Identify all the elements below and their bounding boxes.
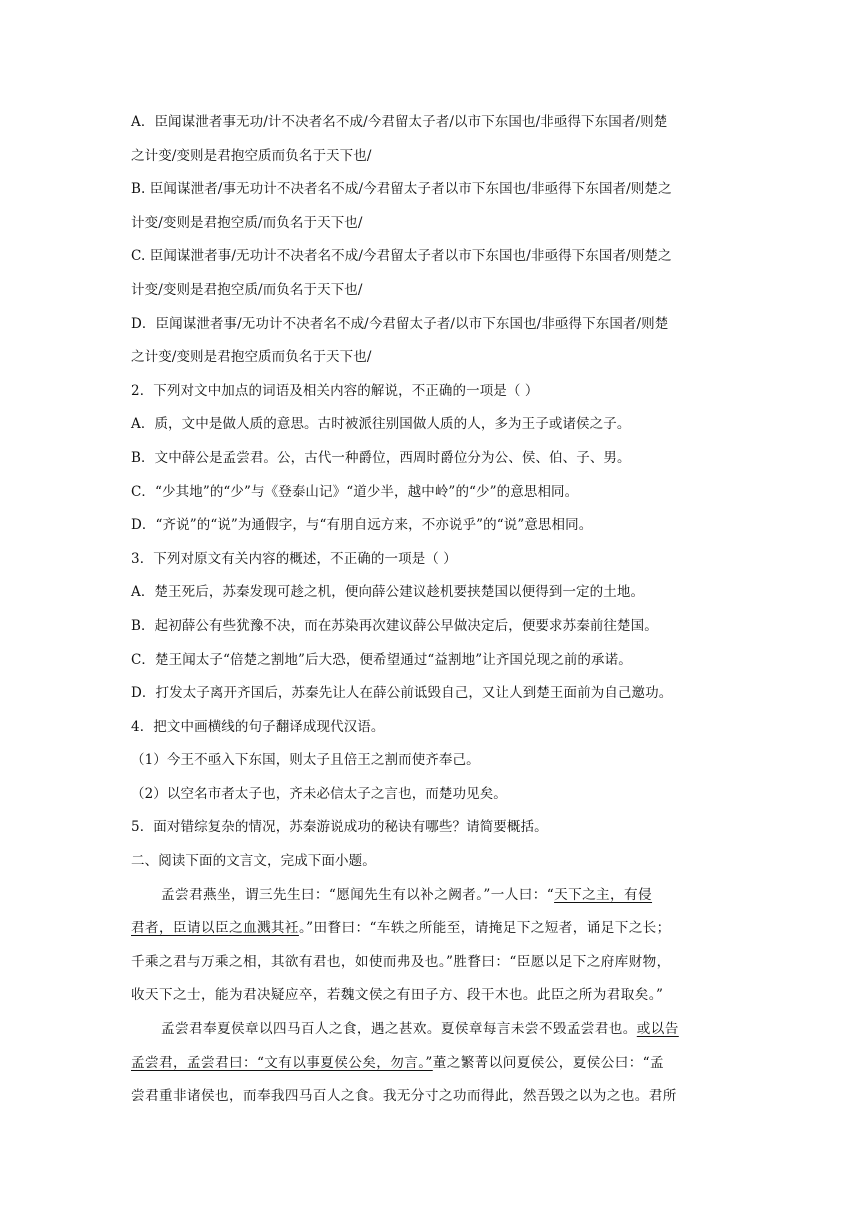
q1-option-b-line2: 计变/变则是君抱空质/而负名于天下也/ bbox=[131, 214, 363, 231]
q1-option-d-line1: D．臣闻谋泄者事/无功计不决者名不成/今君留太子者/以市下东国也/非亟得下东国者/则楚 bbox=[131, 315, 669, 332]
q3-option-a: A．楚王死后，苏秦发现可趁之机，便向薛公建议趁机要挟楚国以便得到一定的土地。 bbox=[131, 584, 645, 601]
passage bbox=[131, 879, 731, 1114]
passage-p2-line2 bbox=[131, 1047, 731, 1081]
passage-p1-line2 bbox=[131, 912, 731, 946]
q2-stem: 2．下列对文中加点的词语及相关内容的解说，不正确的一项是（ ） bbox=[131, 382, 539, 399]
underlined-sentence: 天下之主，有侵 bbox=[554, 886, 653, 903]
section-2-heading: 二、阅读下面的文言文，完成下面小题。 bbox=[131, 853, 376, 870]
q2-option-c: C．“少其地”的“少”与《登泰山记》“道少半，越中岭”的“少”的意思相同。 bbox=[131, 483, 579, 500]
q1-option-a-line1: A．臣闻谋泄者事无功/计不决者名不成/今君留太子者/以市下东国也/非亟得下东国者/则楚 bbox=[131, 114, 668, 130]
passage-p2-line1 bbox=[131, 1013, 731, 1047]
passage-p2-line3: 尝君重非诸侯也，而奉我四马百人之食。我无分寸之功而得此，然吾毁之以为之也。君所 bbox=[131, 1088, 677, 1105]
q2-option-a: A．质，文中是做人质的意思。古时被派往别国做人质的人，多为王子或诸侯之子。 bbox=[131, 416, 631, 433]
document-page bbox=[131, 106, 731, 1114]
q2-option-d: D．“齐说”的“说”为通假字，与“有朋自远方来，不亦说乎”的“说”意思相同。 bbox=[131, 517, 593, 534]
passage-text: 董之繁菁以问夏侯公，夏侯公曰：“孟 bbox=[432, 1054, 665, 1071]
q4-stem: 4．把文中画横线的句子翻译成现代汉语。 bbox=[131, 718, 385, 735]
q3-stem: 3．下列对原文有关内容的概述，不正确的一项是（ ） bbox=[131, 550, 457, 567]
passage-text: 孟尝君奉夏侯章以四马百人之食，遇之甚欢。夏侯章每言未尝不毁孟尝君也。 bbox=[161, 1021, 637, 1038]
q3-option-c: C．楚王闻太子“倍楚之割地”后大恐，便希望通过“益割地”让齐国兑现之前的承诺。 bbox=[131, 651, 632, 668]
q1-option-b-line1: B. 臣闻谋泄者/事无功计不决者名不成/今君留太子者以市下东国也/非亟得下东国者/则楚之 bbox=[131, 181, 672, 198]
q1-option-c-line1: C. 臣闻谋泄者事/无功计不决者名不成/今君留太子者以市下东国也/非亟得下东国者/则楚之 bbox=[131, 248, 672, 265]
q3-option-d: D．打发太子离开齐国后，苏秦先让人在薛公前诋毁自己，又让人到楚王面前为自己邀功。 bbox=[131, 685, 673, 702]
underlined-sentence: 或以告 bbox=[636, 1021, 679, 1038]
q2-option-b: B．文中薛公是孟尝君。公，古代一种爵位，西周时爵位分为公、侯、伯、子、男。 bbox=[131, 449, 631, 466]
passage-text: 孟尝君燕坐，谓三先生曰：“愿闻先生有以补之阙者。”一人曰：“ bbox=[161, 886, 555, 903]
q5-stem: 5．面对错综复杂的情况，苏秦游说成功的秘诀有哪些？请简要概括。 bbox=[131, 819, 548, 836]
q4-sentence-1: （1）今王不亟入下东国，则太子且倍王之割而使齐奉己。 bbox=[131, 752, 480, 769]
passage-p1-line4: 收天下之士，能为君决疑应卒，若魏文侯之有田子方、段干木也。此臣之所为君取矣。” bbox=[131, 987, 664, 1004]
passage-p1-line3: 千乘之君与万乘之相，其欲有君也，如使而弗及也。”胜瞀曰：“臣愿以足下之府库财物， bbox=[131, 953, 671, 970]
q4-sentence-2: （2）以空名市者太子也，齐未必信太子之言也，而楚功见矣。 bbox=[131, 785, 507, 802]
passage-text: 。”田瞀曰：“车轶之所能至，请掩足下之短者，诵足下之长； bbox=[298, 920, 671, 937]
q1-option-d-line2: 之计变/变则是君抱空质而负名于天下也/ bbox=[131, 349, 372, 366]
q1-option-c-line2: 计变/变则是君抱空质/而负名于天下也/ bbox=[131, 281, 363, 298]
underlined-sentence: 君者，臣请以臣之血溅其衽 bbox=[131, 920, 299, 937]
underlined-sentence: 孟尝君，孟尝君曰：“文有以事夏侯公矣，勿言。” bbox=[131, 1054, 433, 1071]
q3-option-b: B．起初薛公有些犹豫不决，而在苏染再次建议薛公早做决定后，便要求苏秦前往楚国。 bbox=[131, 617, 658, 634]
passage-p1-line1 bbox=[131, 879, 731, 913]
q1-option-a-line2: 之计变/变则是君抱空质而负名于天下也/ bbox=[131, 147, 372, 164]
